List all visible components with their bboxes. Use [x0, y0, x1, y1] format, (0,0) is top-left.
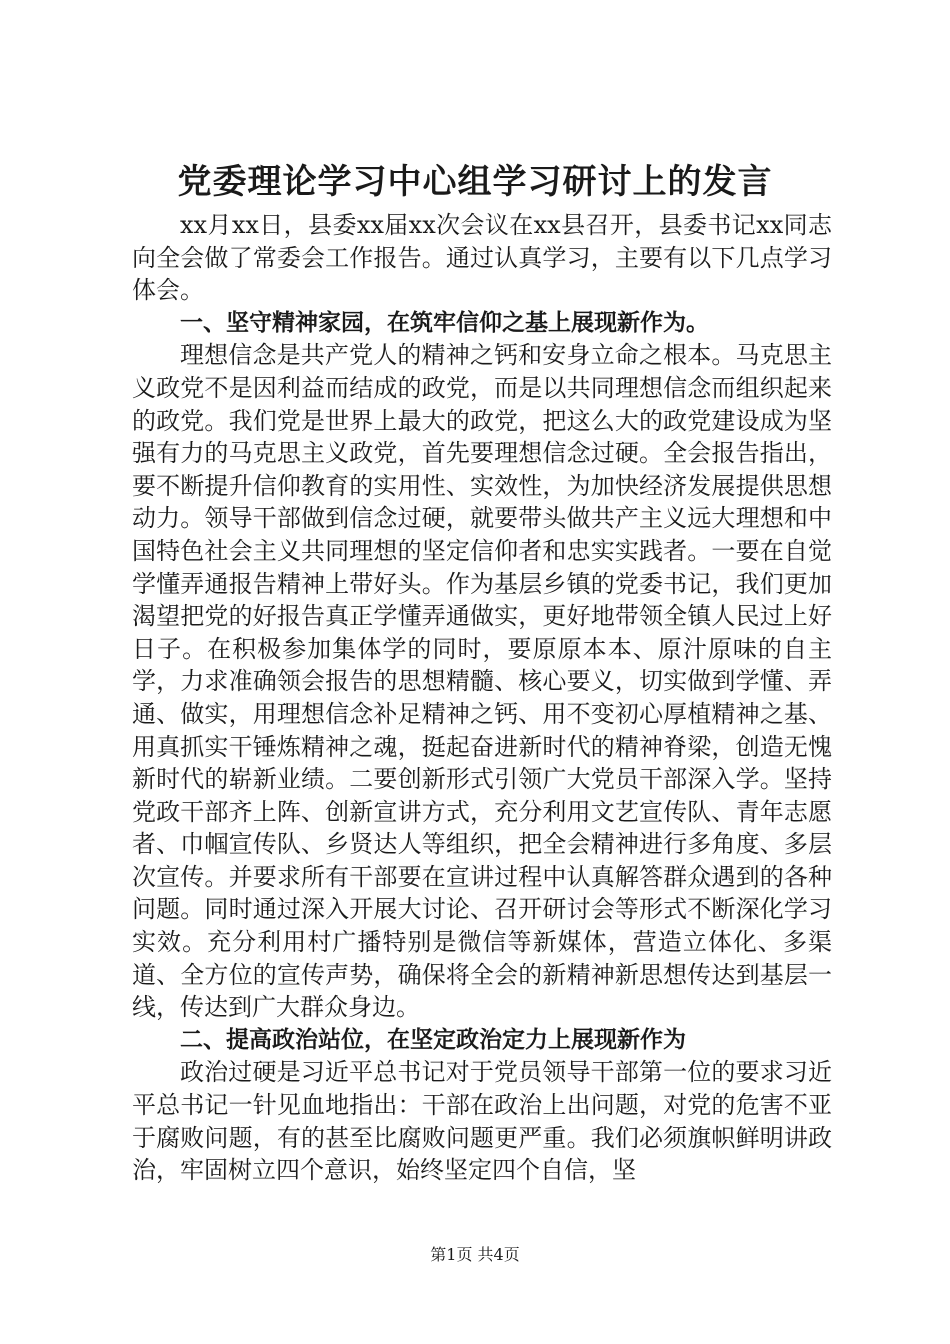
document-title: 党委理论学习中心组学习研讨上的发言	[177, 162, 773, 202]
section-heading-2: 二、提高政治站位，在坚定政治定力上展现新作为	[180, 1026, 686, 1053]
page-footer: 第1页 共4页	[430, 1245, 520, 1264]
section-heading-1: 一、坚守精神家园，在筑牢信仰之基上展现新作为。	[180, 309, 709, 336]
section-1-paragraph: 理想信念是共产党人的精神之钙和安身立命之根本。马克思主义政党不是因利益而结成的政党，而是以共同理想信念而组织起来的政党。我们党是世界上最大的政党，把这么大的政党建设成为坚强有力的马克思主义政党，首先要理想信念过硬。全会报告指出，要不断提升信仰教育的实用性、实效性，为加快经济发展提供思想动力。领导干部做到信念过硬，就要带头做共产主义远大理想和中国特色社会主义共同理想的坚定信仰者和忠实实践者。一要在自觉学懂弄通报告精神上带好头。作为基层乡镇的党委书记，我们更加渴望把党的好报告真正学懂弄通做实，更好地带领全镇人民过上好日子。在积极参加集体学的同时，要原原本本、原汁原味的自主学，力求准确领会报告的思想精髓、核心要义，切实做到学懂、弄通、做实，用理想信念补足精神之钙、用不变初心厚植精神之基、用真抓实干锤炼精神之魂，挺起奋进新时代的精神脊梁，创造无愧新时代的崭新业绩。二要创新形式引领广大党员干部深入学。坚持党政干部齐上阵、创新宣讲方式，充分利用文艺宣传队、青年志愿者、巾帼宣传队、乡贤达人等组织，把全会精神进行多角度、多层次宣传。并要求所有干部要在宣讲过程中认真解答群众遇到的各种问题。同时通过深入开展大讨论、召开研讨会等形式不断深化学习实效。充分利用村广播特别是微信等新媒体，营造立体化、多渠道、全方位的宣传声势，确保将全会的新精神新思想传达到基层一线，传达到广大群众身边。	[132, 341, 832, 1022]
section-2-paragraph: 政治过硬是习近平总书记对于党员领导干部第一位的要求习近平总书记一针见血地指出：干部在政治上出问题，对党的危害不亚于腐败问题，有的甚至比腐败问题更严重。我们必须旗帜鲜明讲政治，牢固树立四个意识，始终坚定四个自信，坚	[132, 1058, 832, 1185]
document-body	[132, 209, 832, 1187]
intro-paragraph: xx月xx日，县委xx届xx次会议在xx县召开，县委书记xx同志向全会做了常委会工作报告。通过认真学习，主要有以下几点学习体会。	[132, 211, 832, 305]
